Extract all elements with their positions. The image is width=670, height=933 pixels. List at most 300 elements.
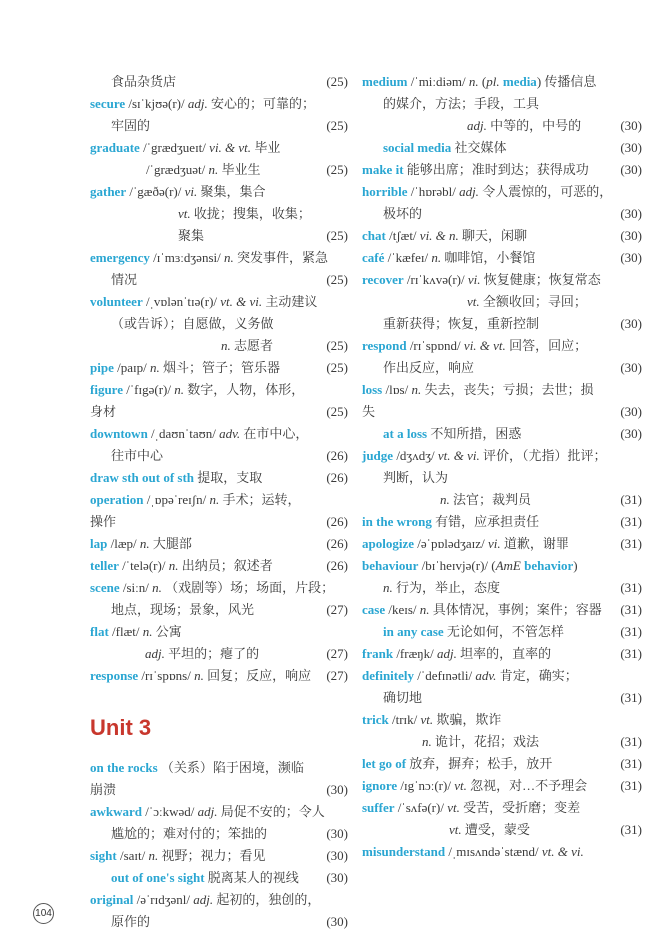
vocab-text: [362, 203, 642, 225]
headword: original: [90, 892, 134, 907]
definition: 作出反应，响应: [383, 360, 475, 375]
page-reference: (30): [326, 914, 348, 929]
phonetic: /ɪˈmɜːdʒənsi/: [149, 250, 224, 265]
definition: 令人震惊的，可恶的，: [478, 184, 613, 199]
phonetic: /rɪˈspɒns/: [138, 668, 195, 683]
unit3-entries: [90, 757, 348, 933]
part-of-speech: AmE: [495, 558, 521, 573]
page-reference: (30): [620, 118, 642, 133]
page-reference: (30): [620, 316, 642, 331]
headword: gather: [90, 184, 127, 199]
vocab-line: [362, 533, 642, 555]
phonetic: /paɪp/: [113, 360, 150, 375]
part-of-speech: vt.: [467, 294, 480, 309]
phonetic: ): [573, 558, 578, 573]
page-reference: (30): [326, 826, 348, 841]
phonetic: /dʒʌdʒ/: [393, 448, 438, 463]
part-of-speech: n.: [142, 624, 153, 639]
phonetic: /læp/: [107, 536, 140, 551]
part-of-speech: vt.: [178, 206, 191, 221]
vocab-text: [362, 71, 642, 93]
headword: suffer: [362, 800, 395, 815]
headword: secure: [90, 96, 126, 111]
vocab-text: [90, 247, 348, 269]
definition: 平坦的；瘪了的: [164, 646, 260, 661]
page-reference: (27): [326, 602, 348, 617]
vocab-line: [362, 291, 642, 313]
phonetic: /tʃæt/: [385, 228, 420, 243]
headword: misunderstand: [362, 844, 446, 859]
vocab-line: [90, 313, 348, 335]
vocab-text: [362, 687, 642, 709]
vocab-text: [362, 225, 642, 247]
page-reference: (25): [326, 338, 348, 353]
vocab-text: [90, 467, 348, 489]
vocab-line: [362, 379, 642, 423]
vocab-text: [362, 313, 642, 335]
page-reference: (30): [620, 228, 642, 243]
headword: flat: [90, 624, 109, 639]
definition: 全额收回；寻回；: [479, 294, 587, 309]
vocab-text: [90, 203, 348, 247]
vocab-line: [362, 357, 642, 379]
vocab-text: [362, 643, 642, 665]
definition: 确切地: [383, 690, 423, 705]
vocab-line: [362, 709, 642, 731]
page-reference: (30): [620, 360, 642, 375]
headword: graduate: [90, 140, 140, 155]
part-of-speech: vt. & vi.: [220, 294, 263, 309]
vocab-text: [90, 555, 348, 577]
part-of-speech: n.: [468, 74, 479, 89]
headword: trick: [362, 712, 389, 727]
part-of-speech: vi. & vt.: [209, 140, 252, 155]
phonetic: /ˌɒpəˈreɪʃn/: [143, 492, 210, 507]
phonetic: /trɪk/: [388, 712, 421, 727]
definition: 忽视，对…不予理会: [466, 778, 588, 793]
vocab-line: [362, 71, 642, 93]
part-of-speech: n.: [208, 162, 219, 177]
vocab-text: [362, 621, 642, 643]
vocab-line: [90, 357, 348, 379]
vocab-line: [90, 93, 348, 115]
page-reference: (25): [326, 162, 348, 177]
vocab-line: [90, 845, 348, 867]
definition: 聊天，闲聊: [458, 228, 528, 243]
headword: behaviour: [362, 558, 419, 573]
definition: 肯定，确实；: [496, 668, 578, 683]
vocab-line: [90, 423, 348, 445]
definition: 收拢；搜集，收集；聚集: [178, 206, 311, 243]
vocab-line: [90, 801, 348, 823]
definition: 诡计，花招；戏法: [431, 734, 540, 749]
part-of-speech: n.: [194, 668, 204, 683]
vocab-text: [90, 115, 348, 137]
vocab-text: [90, 621, 348, 643]
vocab-line: [90, 665, 348, 687]
vocab-line: [90, 555, 348, 577]
page-reference: (25): [326, 360, 348, 375]
definition: 局促不安的；令人: [217, 804, 325, 819]
definition: 坦率的，直率的: [456, 646, 552, 661]
vocab-line: [90, 291, 348, 313]
headword: café: [362, 250, 385, 265]
vocab-text: [362, 775, 642, 797]
vocab-line: [362, 203, 642, 225]
vocab-line: [362, 621, 642, 643]
phonetic: /fræŋk/: [393, 646, 438, 661]
phonetic: /əˈpɒlədʒaɪz/: [414, 536, 488, 551]
vocab-text: [362, 489, 642, 511]
vocab-line: [362, 665, 642, 687]
vocab-line: [90, 247, 348, 269]
headword: definitely: [362, 668, 414, 683]
page-reference: (31): [620, 690, 642, 705]
part-of-speech: adj.: [459, 184, 479, 199]
headword: scene: [90, 580, 120, 595]
part-of-speech: vi. & vt.: [463, 338, 506, 353]
vocab-text: [362, 291, 642, 313]
definition: 尴尬的；难对付的；笨拙的: [111, 826, 268, 841]
phonetic: /flæt/: [108, 624, 143, 639]
vocab-line: [90, 137, 348, 159]
phonetic: /ˈkæfeɪ/: [384, 250, 432, 265]
page-reference: (25): [326, 404, 348, 419]
definition: 中等的，中号的: [486, 118, 582, 133]
vocab-text: [362, 753, 642, 775]
headword: medium: [362, 74, 408, 89]
unit-heading: Unit 3: [90, 715, 152, 740]
phonetic: /ˈɔːkwəd/: [142, 804, 198, 819]
phonetic: /ˈdefɪnətli/: [414, 668, 476, 683]
vocab-text: [362, 247, 642, 269]
vocab-text: [90, 489, 348, 533]
vocab-line: [90, 889, 348, 911]
vocab-line: [90, 621, 348, 643]
phonetic: /ˈfɪgə(r)/: [122, 382, 175, 397]
page-reference: (26): [326, 514, 348, 529]
right-column: [362, 71, 642, 863]
vocab-text: [362, 577, 642, 599]
definition: 在市中心，: [240, 426, 309, 441]
headword: ignore: [362, 778, 398, 793]
headword: in the wrong: [362, 514, 432, 529]
definition: 具体情况，事例；案件；容器: [429, 602, 602, 617]
vocab-text: [90, 801, 348, 823]
vocab-line: [362, 841, 642, 863]
definition: 社交媒体: [451, 140, 507, 155]
part-of-speech: n.: [221, 338, 231, 353]
definition: 公寓: [152, 624, 182, 639]
page-reference: (30): [326, 782, 348, 797]
headword: operation: [90, 492, 144, 507]
part-of-speech: n.: [149, 360, 160, 375]
phonetic: /siːn/: [119, 580, 153, 595]
definition: 提取，支取: [194, 470, 263, 485]
vocab-text: [90, 845, 348, 867]
page-reference: (31): [620, 492, 642, 507]
headword: let go of: [362, 756, 407, 771]
definition: 安心的；可靠的；: [207, 96, 316, 111]
definition: 情况: [111, 272, 138, 287]
vocab-line: [362, 731, 642, 753]
vocab-text: [90, 357, 348, 379]
vocab-line: [90, 489, 348, 533]
part-of-speech: n.: [209, 492, 220, 507]
vocab-line: [362, 269, 642, 291]
definition: 恢复健康；恢复常态: [480, 272, 601, 287]
vocab-line: [362, 819, 642, 841]
definition: 能够出席；准时到达；获得成功: [403, 162, 589, 177]
page-number: 104: [33, 903, 54, 924]
vocab-line: [362, 423, 642, 445]
vocab-text: [90, 911, 348, 933]
page-reference: (31): [620, 734, 642, 749]
vocab-line: [362, 225, 642, 247]
part-of-speech: n.: [168, 558, 179, 573]
vocab-text: [90, 445, 348, 467]
headword: figure: [90, 382, 123, 397]
vocab-line: [90, 599, 348, 621]
headword: judge: [362, 448, 394, 463]
vocab-line: [362, 775, 642, 797]
headword: teller: [90, 558, 119, 573]
page-reference: (26): [326, 536, 348, 551]
page-reference: (31): [620, 514, 642, 529]
part-of-speech: n.: [431, 250, 442, 265]
definition: 道歉，谢罪: [500, 536, 569, 551]
definition: 受苦，受折磨；变差: [459, 800, 581, 815]
headword: case: [362, 602, 386, 617]
phonetic: /ˈmiːdiəm/: [407, 74, 469, 89]
part-of-speech: vt.: [454, 778, 467, 793]
vocab-text: [90, 137, 348, 159]
vocab-line: [362, 247, 642, 269]
headword: behavior: [520, 558, 574, 573]
headword: make it: [362, 162, 404, 177]
vocab-line: [90, 159, 348, 181]
vocab-line: [362, 797, 642, 819]
page-reference: (31): [620, 822, 642, 837]
vocab-line: [362, 445, 642, 467]
headword: at a loss: [383, 426, 428, 441]
definition: 手术；运转，操作: [90, 492, 301, 529]
vocab-text: [90, 665, 348, 687]
vocab-text: [90, 269, 348, 291]
vocab-line: [362, 643, 642, 665]
phonetic: /ˈhɒrəbl/: [407, 184, 460, 199]
definition: 主动建议: [262, 294, 318, 309]
vocab-line: [90, 115, 348, 137]
part-of-speech: n.: [139, 536, 150, 551]
vocab-line: [362, 599, 642, 621]
page-reference: (31): [620, 602, 642, 617]
vocab-line: [90, 203, 348, 247]
vocab-line: [90, 71, 348, 93]
headword: on the rocks: [90, 760, 158, 775]
vocab-line: [90, 867, 348, 889]
definition: 志愿者: [230, 338, 274, 353]
part-of-speech: n.: [152, 580, 162, 595]
vocab-text: [362, 665, 642, 687]
vocab-text: [90, 291, 348, 313]
phonetic: /saɪt/: [116, 848, 149, 863]
page-reference: (31): [620, 624, 642, 639]
definition: 欺骗，欺诈: [433, 712, 502, 727]
definition: 原作的: [111, 914, 151, 929]
definition: 数字，人物，体形，身材: [90, 382, 305, 419]
vocab-line: [362, 115, 642, 137]
definition: 有错，应承担责任: [431, 514, 540, 529]
part-of-speech: n.: [440, 492, 450, 507]
part-of-speech: vi.: [487, 536, 501, 551]
definition: 不知所措，困惑: [427, 426, 522, 441]
part-of-speech: vt.: [449, 822, 462, 837]
vocab-text: [362, 797, 642, 819]
definition: 评价，（尤指）批评；: [479, 448, 607, 463]
headword: respond: [362, 338, 407, 353]
vocab-text: [362, 511, 642, 533]
definition: 地点，现场；景象，风光: [111, 602, 255, 617]
vocab-text: [90, 867, 348, 889]
vocab-text: [362, 555, 642, 577]
page-reference: (31): [620, 646, 642, 661]
vocab-text: [90, 577, 348, 599]
definition: 行为，举止，态度: [392, 580, 501, 595]
definition: 放弃，摒弃；松手，放开: [406, 756, 553, 771]
vocab-text: [362, 181, 642, 203]
vocab-text: [90, 93, 348, 115]
part-of-speech: vi.: [184, 184, 198, 199]
left-entries: [90, 71, 348, 687]
definition: 无论如何，不管怎样: [443, 624, 564, 639]
part-of-speech: adv.: [475, 668, 497, 683]
phonetic: /ɪgˈnɔː(r)/: [397, 778, 455, 793]
vocab-line: [90, 757, 348, 801]
vocab-line: [362, 93, 642, 115]
page-reference: (30): [326, 848, 348, 863]
vocab-line: [90, 911, 348, 933]
definition: 回复；反应，响应: [203, 668, 312, 683]
definition: ) 传播信息: [536, 74, 597, 89]
vocab-text: [90, 159, 348, 181]
definition: 毕业: [251, 140, 281, 155]
phonetic: /ˌmɪsʌndəˈstænd/: [445, 844, 542, 859]
vocab-line: [362, 753, 642, 775]
headword: emergency: [90, 250, 150, 265]
headword: horrible: [362, 184, 408, 199]
part-of-speech: n.: [419, 602, 430, 617]
page-reference: (30): [620, 206, 642, 221]
vocab-line: [90, 269, 348, 291]
definition: 脱离某人的视线: [204, 870, 299, 885]
vocab-text: [362, 731, 642, 753]
phonetic: /lɒs/: [382, 382, 412, 397]
part-of-speech: n.: [422, 734, 432, 749]
definition: 回答，回应；: [505, 338, 588, 353]
part-of-speech: adj.: [145, 646, 165, 661]
vocab-line: [90, 577, 348, 599]
vocab-line: [90, 533, 348, 555]
part-of-speech: pl.: [486, 74, 500, 89]
part-of-speech: adv.: [219, 426, 241, 441]
vocab-text: [362, 115, 642, 137]
page-reference: (27): [326, 646, 348, 661]
definition: 食品杂货店: [111, 74, 177, 89]
definition: (: [478, 74, 487, 89]
phonetic: /ˈgrædʒuət/: [146, 162, 209, 177]
part-of-speech: vt.: [447, 800, 460, 815]
vocab-text: [90, 71, 348, 93]
vocab-line: [362, 159, 642, 181]
vocab-line: [90, 643, 348, 665]
headword: apologize: [362, 536, 414, 551]
definition: 重新获得；恢复，重新控制: [383, 316, 540, 331]
page-reference: (26): [326, 448, 348, 463]
right-entries: [362, 71, 642, 863]
vocab-line: [90, 467, 348, 489]
phonetic: /əˈrɪdʒənl/: [133, 892, 194, 907]
vocab-line: [90, 181, 348, 203]
vocab-text: [362, 467, 642, 489]
vocab-text: [362, 93, 642, 115]
definition: 往市中心: [111, 448, 164, 463]
definition: 大腿部: [149, 536, 192, 551]
definition: 视野；视力；看见: [158, 848, 266, 863]
vocab-line: [362, 489, 642, 511]
part-of-speech: adj.: [193, 892, 214, 907]
vocab-text: [90, 423, 348, 445]
vocab-line: [362, 577, 642, 599]
vocab-line: [362, 181, 642, 203]
page-reference: (25): [326, 228, 348, 243]
definition: 的媒介，方法；手段，工具: [383, 96, 540, 111]
page-reference: (31): [620, 778, 642, 793]
headword: chat: [362, 228, 386, 243]
vocab-text: [362, 533, 642, 555]
page-reference: (25): [326, 74, 348, 89]
page-reference: (31): [620, 580, 642, 595]
definition: （关系）陷于困境，濒临崩溃: [90, 760, 304, 797]
vocab-text: [90, 335, 348, 357]
phonetic: /ˈtelə(r)/: [118, 558, 169, 573]
vocab-text: [90, 313, 348, 335]
vocab-line: [362, 511, 642, 533]
definition: （戏剧等）场；场面，片段；: [161, 580, 335, 595]
part-of-speech: vt.: [420, 712, 434, 727]
vocab-text: [90, 643, 348, 665]
vocab-text: [90, 823, 348, 845]
definition: （或告诉）；自愿做，义务做: [111, 316, 274, 331]
definition: 突发事件，紧急: [233, 250, 328, 265]
phonetic: /rɪˈspɒnd/: [406, 338, 464, 353]
headword: out of one's sight: [111, 870, 205, 885]
phonetic: /ˈgæðə(r)/: [126, 184, 185, 199]
phonetic: /sɪˈkjʊə(r)/: [125, 96, 188, 111]
part-of-speech: vt. & vi.: [437, 448, 480, 463]
phonetic: /ˌvɒlənˈtɪə(r)/: [142, 294, 221, 309]
definition: 聚集，集合: [197, 184, 266, 199]
page-reference: (30): [620, 140, 642, 155]
definition: 咖啡馆，小餐馆: [441, 250, 536, 265]
headword: response: [90, 668, 139, 683]
vocab-text: [362, 357, 642, 379]
vocab-line: [90, 445, 348, 467]
definition: 起初的，独创的，: [213, 892, 321, 907]
headword: downtown: [90, 426, 148, 441]
definition: 遭受，蒙受: [461, 822, 530, 837]
definition: 判断，认为: [383, 470, 449, 485]
